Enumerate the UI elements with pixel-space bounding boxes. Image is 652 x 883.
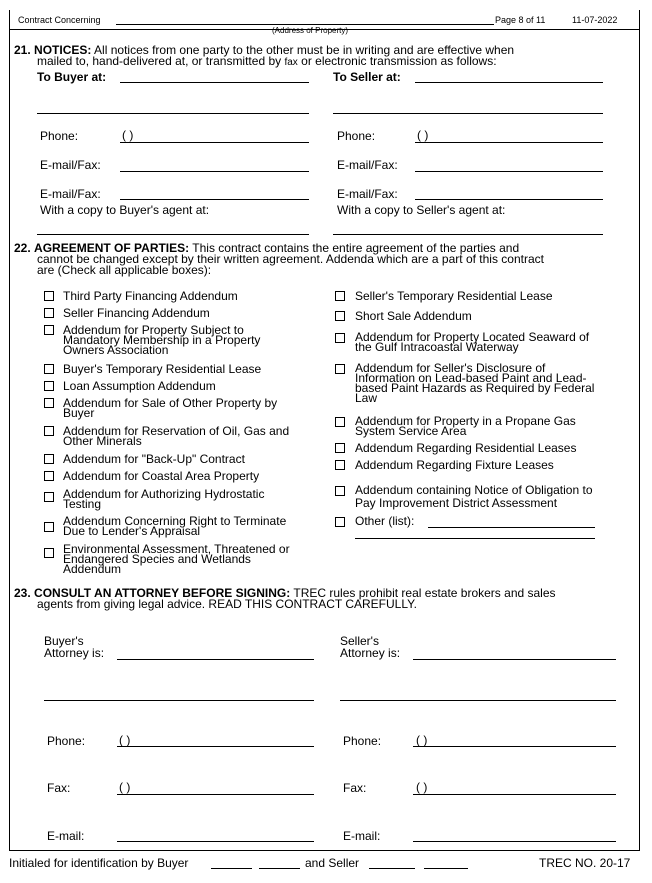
notices-fax-word: fax [284,57,298,68]
seller-attorney-phone-paren: ( ) [416,733,428,747]
other-label: Other (list): [355,514,415,528]
buyer-attorney-fax-label: Fax: [47,781,71,795]
initialed-label: Initialed for identification by Buyer [9,856,189,870]
addendum-checkbox[interactable] [44,364,54,374]
buyer-phone-label: Phone: [40,129,79,143]
buyer-phone-field[interactable] [120,142,309,143]
address-line[interactable] [116,24,494,25]
agreement-text-3: are (Check all applicable boxes): [37,263,212,277]
page-number: Page 8 of 11 [495,15,546,25]
address-caption: (Address of Property) [272,26,349,35]
frame-left-top [9,10,10,30]
buyer-attorney-label-1: Buyer's [44,634,84,648]
seller-attorney-email-label: E-mail: [343,829,381,843]
seller-attorney-label-1: Seller's [340,634,379,648]
buyer-agent-copy-label: With a copy to Buyer's agent at: [40,203,210,217]
notices-text-2a: mailed to, hand-delivered at, or transmitted by [37,54,282,68]
addendum-label: Addendum for Reservation of Oil, Gas and Other Minerals [63,424,290,448]
addendum-label: Addendum for Coastal Area Property [63,469,260,483]
seller-address-line-1[interactable] [415,82,603,83]
attorney-heading: CONSULT AN ATTORNEY BEFORE SIGNING: [34,586,291,600]
buyer-attorney-fax-field[interactable] [117,794,314,795]
seller-initial-2[interactable] [424,868,468,869]
seller-attorney-fax-paren: ( ) [416,780,428,794]
buyer-agent-copy-field[interactable] [37,234,309,235]
form-date: 11-07-2022 [572,15,618,25]
seller-emailfax-label-1: E-mail/Fax: [337,158,398,172]
addendum-label: Short Sale Addendum [355,309,472,323]
seller-attorney-phone-label: Phone: [343,734,382,748]
addendum-checkbox[interactable] [335,311,345,321]
notices-heading: NOTICES: [34,43,92,57]
addendum-checkbox[interactable] [44,398,54,408]
seller-initial-1[interactable] [369,868,415,869]
buyer-emailfax-label-2: E-mail/Fax: [40,187,101,201]
buyer-attorney-field-1[interactable] [117,659,314,660]
seller-attorney-phone-field[interactable] [413,746,616,747]
seller-emailfax-field-2[interactable] [415,199,603,200]
trec-number: TREC NO. 20-17 [539,856,631,870]
seller-phone-field[interactable] [415,142,603,143]
notices-text-1: All notices from one party to the other must be in writing and are effective when [94,43,515,57]
agreement-text-1: This contract contains the entire agreement of the parties and [192,241,520,255]
seller-agent-copy-label: With a copy to Seller's agent at: [337,203,506,217]
seller-emailfax-label-2: E-mail/Fax: [337,187,398,201]
addendum-checkbox[interactable] [44,426,54,436]
seller-attorney-field-1[interactable] [413,659,616,660]
addendum-checkbox[interactable] [335,443,345,453]
seller-emailfax-field-1[interactable] [415,171,603,172]
addendum-label: Addendum for Seller's Disclosure of Information on Lead-based Paint and Lead-based Paint Hazards as Required by Federal Law [355,361,595,405]
addendum-label: Addendum Regarding Residential Leases [355,441,577,455]
buyer-initial-2[interactable] [259,868,300,869]
addendum-label: Seller Financing Addendum [63,306,210,320]
seller-agent-copy-field[interactable] [333,234,603,235]
buyer-emailfax-label-1: E-mail/Fax: [40,158,101,172]
seller-attorney-label-2: Attorney is: [340,646,401,660]
frame-right-top [639,10,640,30]
addendum-label: Environmental Assessment, Threatened or Endangered Species and Wetlands Addendum [63,542,290,576]
buyer-initial-1[interactable] [211,868,252,869]
addendum-label: Third Party Financing Addendum [63,289,238,303]
addendum-label: Addendum containing Notice of Obligation to Pay Improvement District Assessment [355,483,593,510]
to-buyer-label: To Buyer at: [37,70,107,84]
agreement-text-2: cannot be changed except by their written agreement. Addenda which are a part of this contract [37,252,544,266]
addendum-checkbox[interactable] [44,522,54,532]
attorney-number: 23. [14,586,31,600]
addendum-checkbox[interactable] [44,492,54,502]
addendum-checkbox[interactable] [44,548,54,558]
addendum-checkbox[interactable] [335,333,345,343]
addendum-label: Addendum for Authorizing Hydrostatic Testing [63,487,265,511]
other-checkbox[interactable] [335,517,345,527]
buyer-attorney-fax-paren: ( ) [119,780,131,794]
addendum-label: Addendum for Property in a Propane Gas System Service Area [355,414,576,438]
seller-phone-label: Phone: [337,129,376,143]
addendum-checkbox[interactable] [335,460,345,470]
addendum-label: Addendum Regarding Fixture Leases [355,458,554,472]
addendum-checkbox[interactable] [44,454,54,464]
seller-attorney-email-field[interactable] [413,841,616,842]
buyer-attorney-label-2: Attorney is: [44,646,105,660]
addendum-label: Addendum Concerning Right to Terminate Due to Lender's Appraisal [63,514,287,538]
buyer-attorney-phone-label: Phone: [47,734,86,748]
addendum-label: Addendum for Sale of Other Property by Buyer [63,396,278,420]
agreement-number: 22. [14,241,31,255]
addendum-checkbox[interactable] [44,381,54,391]
notices-text-2c: or electronic transmission as follows: [301,54,497,68]
addendum-label: Seller's Temporary Residential Lease [355,289,553,303]
buyer-phone-paren: ( ) [122,128,134,142]
buyer-attorney-field-2[interactable] [44,700,314,701]
addendum-label: Loan Assumption Addendum [63,379,216,393]
addendum-label: Addendum for Property Located Seaward of the Gulf Intracoastal Waterway [355,330,590,354]
addendum-checkbox[interactable] [44,471,54,481]
agreement-heading: AGREEMENT OF PARTIES: [34,241,190,255]
addendum-checkbox[interactable] [335,364,345,374]
addendum-checkbox[interactable] [335,291,345,301]
buyer-attorney-phone-field[interactable] [117,746,314,747]
seller-phone-paren: ( ) [417,128,429,142]
and-seller-label: and Seller [305,856,360,870]
addendum-label: Addendum for Property Subject to Mandatory Membership in a Property Owners Association [63,323,261,357]
addendum-checkbox[interactable] [44,291,54,301]
buyer-attorney-phone-paren: ( ) [119,733,131,747]
notices-number: 21. [14,43,31,57]
seller-address-line-2[interactable] [333,113,603,114]
addendum-checkbox[interactable] [335,417,345,427]
to-seller-label: To Seller at: [333,70,401,84]
buyer-emailfax-field-1[interactable] [120,171,309,172]
buyer-emailfax-field-2[interactable] [120,199,309,200]
seller-attorney-fax-field[interactable] [413,794,616,795]
addendum-label: Buyer's Temporary Residential Lease [63,362,262,376]
attorney-text-1: TREC rules prohibit real estate brokers and sales [293,586,556,600]
addendum-checkbox[interactable] [335,486,345,496]
addendum-checkbox[interactable] [44,308,54,318]
other-field-1[interactable] [428,527,595,528]
seller-attorney-fax-label: Fax: [343,781,367,795]
other-field-2[interactable] [355,538,595,539]
buyer-address-line-2[interactable] [37,113,309,114]
addendum-checkbox[interactable] [44,325,54,335]
seller-attorney-field-2[interactable] [340,700,616,701]
buyer-address-line-1[interactable] [120,82,309,83]
attorney-text-2: agents from giving legal advice. READ THIS CONTRACT CAREFULLY. [37,597,417,611]
contract-concerning-label: Contract Concerning [18,15,101,25]
buyer-attorney-email-label: E-mail: [47,829,85,843]
addendum-label: Addendum for "Back-Up" Contract [63,452,245,466]
buyer-attorney-email-field[interactable] [117,841,314,842]
